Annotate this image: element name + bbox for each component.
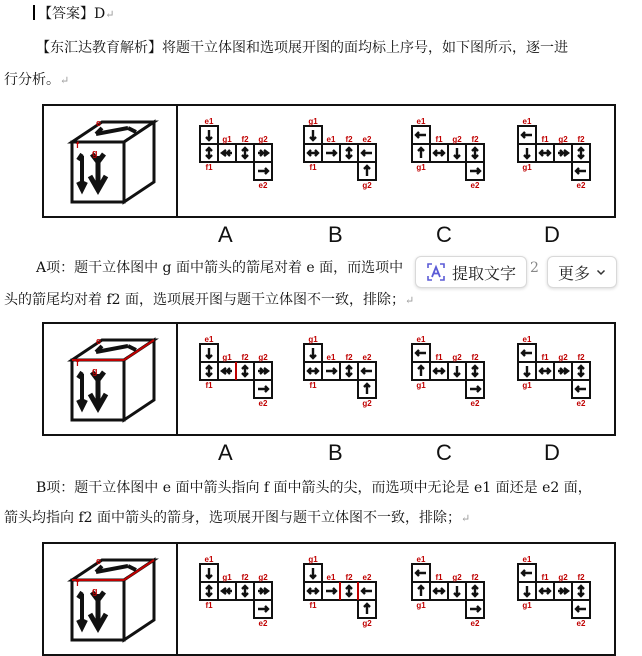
net-face-label: g1 — [308, 117, 318, 126]
a-item-line-1 — [36, 258, 403, 278]
net-face-label: f1 — [205, 163, 213, 172]
extract-text-button[interactable] — [415, 256, 527, 288]
net-figure-c — [404, 332, 504, 422]
net-face-label: g2 — [258, 135, 268, 144]
cube-figure — [62, 334, 162, 426]
figure-panel-3 — [42, 542, 616, 656]
net-face-label: f2 — [577, 353, 585, 362]
net-face-label: g1 — [522, 163, 532, 172]
text-cursor-bar — [33, 5, 35, 20]
cube-face-label: f — [76, 578, 79, 588]
cube-face-label: g — [92, 586, 98, 596]
b-item-line-1 — [36, 478, 592, 498]
net-face-label: e2 — [258, 181, 268, 190]
option-label-d: D — [544, 440, 560, 465]
net-figure-b — [296, 332, 396, 422]
net-figure-a — [192, 332, 292, 422]
paragraph-mark: ↵ — [405, 294, 415, 307]
net-face-label: e2 — [576, 619, 586, 628]
net-face-label: f2 — [345, 135, 353, 144]
net-face-label: g2 — [362, 181, 372, 190]
net-face-label: g1 — [222, 135, 232, 144]
figure-panel-1 — [42, 104, 616, 218]
b-item-text-1: B项：题干立体图中 e 面中箭头指向 f 面中箭头的尖，而选项中无论是 e1 面还是 e2 面， — [36, 480, 592, 496]
b-item-text-2: 箭头均指向 f2 面中箭头的箭身，选项展开图与题干立体图不一致，排除； — [4, 510, 461, 526]
cube-face-label: e — [96, 336, 102, 346]
cube-face-label: f — [76, 140, 79, 150]
net-figure-b — [296, 114, 396, 204]
option-label-c: C — [436, 222, 452, 247]
net-figure-d — [510, 114, 610, 204]
net-face-label: f2 — [471, 353, 479, 362]
answer-line — [33, 4, 114, 25]
net-face-label: g2 — [362, 619, 372, 628]
net-face-label: e1 — [326, 135, 336, 144]
net-face-label: g1 — [416, 163, 426, 172]
option-label-a: A — [218, 222, 233, 247]
analysis-cont-line — [4, 70, 69, 91]
cube-figure — [62, 116, 162, 208]
net-face-label: f2 — [241, 135, 249, 144]
net-face-label: f1 — [309, 381, 317, 390]
net-face-label: g2 — [452, 135, 462, 144]
net-face-label: f2 — [241, 573, 249, 582]
net-figure-a — [192, 552, 292, 642]
net-face-label: f1 — [435, 353, 443, 362]
net-face-label: e2 — [362, 353, 372, 362]
paragraph-mark: ↵ — [105, 8, 115, 21]
net-face-label: g2 — [258, 573, 268, 582]
analysis-cont-text: 行分析。 — [4, 72, 60, 88]
extract-text-label: 提取文字 — [452, 265, 517, 283]
net-face-label: f1 — [435, 573, 443, 582]
option-label-c: C — [436, 440, 452, 465]
analysis-text: 【东汇达教育解析】将题干立体图和选项展开图的面均标上序号，如下图所示，逐一进 — [36, 40, 568, 56]
panel-divider — [176, 324, 178, 434]
net-face-label: g2 — [258, 353, 268, 362]
net-face-label: e2 — [362, 573, 372, 582]
net-face-label: e1 — [522, 335, 532, 344]
net-face-label: f1 — [205, 601, 213, 610]
cube-face-label: e — [96, 118, 102, 128]
paragraph-mark: ↵ — [461, 512, 471, 525]
net-face-label: e1 — [204, 117, 214, 126]
net-face-label: f1 — [541, 573, 549, 582]
a-item-line-2 — [4, 290, 414, 311]
net-face-label: g2 — [558, 573, 568, 582]
net-face-label: e1 — [204, 555, 214, 564]
net-face-label: f1 — [435, 135, 443, 144]
net-face-label: e2 — [470, 399, 480, 408]
net-figure-b — [296, 552, 396, 642]
net-face-label: f2 — [241, 353, 249, 362]
net-face-label: f1 — [309, 163, 317, 172]
net-face-label: g1 — [308, 555, 318, 564]
more-button[interactable] — [547, 256, 617, 288]
net-face-label: g1 — [416, 381, 426, 390]
net-face-label: g1 — [522, 381, 532, 390]
net-face-label: f2 — [345, 353, 353, 362]
net-face-label: g1 — [222, 353, 232, 362]
net-face-label: f2 — [471, 135, 479, 144]
net-face-label: g2 — [452, 353, 462, 362]
net-figure-c — [404, 114, 504, 204]
figure-panel-2 — [42, 322, 616, 436]
net-face-label: e2 — [362, 135, 372, 144]
net-face-label: e1 — [522, 117, 532, 126]
net-face-label: e2 — [470, 619, 480, 628]
net-face-label: g1 — [308, 335, 318, 344]
net-figure-d — [510, 332, 610, 422]
cube-face-label: g — [92, 366, 98, 376]
net-face-label: e1 — [522, 555, 532, 564]
net-face-label: e2 — [576, 399, 586, 408]
obscured-text-fragment: 2 — [530, 260, 539, 276]
net-face-label: f2 — [577, 135, 585, 144]
net-figure-a — [192, 114, 292, 204]
a-item-text-2: 头的箭尾均对着 f2 面，选项展开图与题干立体图不一致，排除； — [4, 292, 405, 308]
cube-face-label: e — [96, 556, 102, 566]
text-recognition-icon — [426, 262, 446, 282]
analysis-line — [36, 38, 568, 58]
net-face-label: g1 — [222, 573, 232, 582]
net-face-label: g2 — [452, 573, 462, 582]
net-face-label: f2 — [471, 573, 479, 582]
cube-face-label: g — [92, 148, 98, 158]
net-face-label: e2 — [258, 619, 268, 628]
net-face-label: g2 — [558, 135, 568, 144]
net-face-label: f1 — [309, 601, 317, 610]
option-label-b: B — [328, 222, 343, 247]
net-face-label: e1 — [416, 117, 426, 126]
answer-text: 【答案】D — [38, 6, 106, 22]
cube-figure — [62, 554, 162, 646]
net-figure-d — [510, 552, 610, 642]
net-face-label: e2 — [470, 181, 480, 190]
net-face-label: f1 — [541, 135, 549, 144]
net-face-label: e1 — [416, 335, 426, 344]
panel-divider — [176, 544, 178, 654]
net-face-label: e1 — [416, 555, 426, 564]
chevron-down-icon — [596, 267, 606, 277]
option-label-d: D — [544, 222, 560, 247]
net-face-label: g2 — [362, 399, 372, 408]
option-label-b: B — [328, 440, 343, 465]
panel-divider — [176, 106, 178, 216]
net-face-label: f2 — [345, 573, 353, 582]
net-face-label: f1 — [541, 353, 549, 362]
net-face-label: g2 — [558, 353, 568, 362]
net-face-label: g1 — [416, 601, 426, 610]
option-label-a: A — [218, 440, 233, 465]
net-face-label: e1 — [326, 573, 336, 582]
a-item-text-1: A项：题干立体图中 g 面中箭头的箭尾对着 e 面，而选项中 — [36, 260, 404, 276]
net-face-label: f1 — [205, 381, 213, 390]
b-item-line-2 — [4, 508, 470, 529]
net-face-label: e2 — [258, 399, 268, 408]
net-face-label: e1 — [326, 353, 336, 362]
net-face-label: g1 — [522, 601, 532, 610]
net-face-label: e2 — [576, 181, 586, 190]
cube-face-label: f — [76, 358, 79, 368]
more-label: 更多 — [558, 265, 591, 283]
paragraph-mark: ↵ — [60, 74, 70, 87]
net-face-label: f2 — [577, 573, 585, 582]
net-figure-c — [404, 552, 504, 642]
net-face-label: e1 — [204, 335, 214, 344]
